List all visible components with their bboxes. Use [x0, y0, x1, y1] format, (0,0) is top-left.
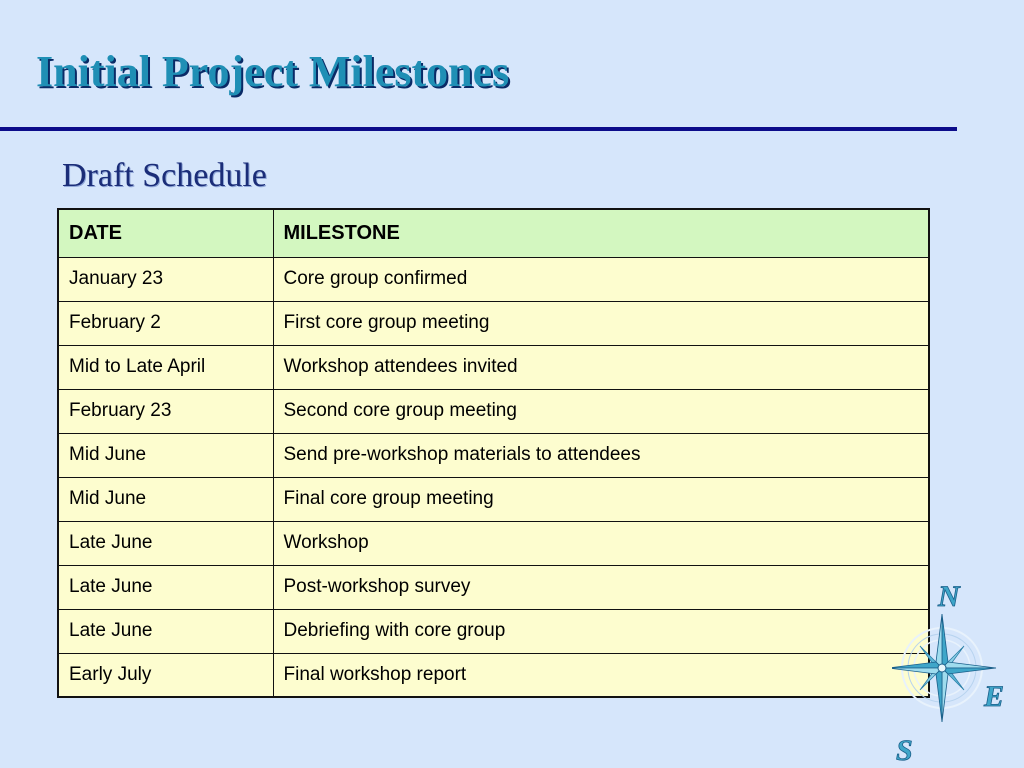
milestone-cell: Second core group meeting [273, 389, 929, 433]
table-row [58, 565, 929, 609]
date-column-header: DATE [58, 209, 273, 257]
milestone-cell: First core group meeting [273, 301, 929, 345]
title-divider [0, 127, 957, 131]
milestone-cell: Debriefing with core group [273, 609, 929, 653]
compass-east-letter: E [984, 680, 1005, 713]
date-cell: Mid June [58, 477, 273, 521]
date-cell: Late June [58, 521, 273, 565]
milestone-cell: Send pre-workshop materials to attendees [273, 433, 929, 477]
table-row [58, 257, 929, 301]
table-row [58, 389, 929, 433]
milestone-column-header: MILESTONE [273, 209, 929, 257]
date-cell: Mid June [58, 433, 273, 477]
milestone-cell: Workshop [273, 521, 929, 565]
date-cell: February 23 [58, 389, 273, 433]
date-cell: Late June [58, 609, 273, 653]
table-row [58, 609, 929, 653]
milestone-cell: Final workshop report [273, 653, 929, 697]
table-row [58, 521, 929, 565]
date-cell: January 23 [58, 257, 273, 301]
date-cell: Early July [58, 653, 273, 697]
date-cell: Mid to Late April [58, 345, 273, 389]
milestone-cell: Post-workshop survey [273, 565, 929, 609]
milestone-table [57, 208, 930, 698]
slide-subtitle: Draft Schedule [62, 157, 267, 194]
milestone-cell: Workshop attendees invited [273, 345, 929, 389]
milestone-cell: Final core group meeting [273, 477, 929, 521]
table-row [58, 345, 929, 389]
compass-south-letter: S [896, 734, 913, 767]
table-row [58, 477, 929, 521]
compass-north-letter: N [938, 580, 960, 613]
date-cell: February 2 [58, 301, 273, 345]
table-row [58, 433, 929, 477]
table-header-row [58, 209, 929, 257]
slide-title: Initial Project Milestones [36, 47, 510, 96]
milestone-cell: Core group confirmed [273, 257, 929, 301]
table-row [58, 301, 929, 345]
table-row [58, 653, 929, 697]
date-cell: Late June [58, 565, 273, 609]
compass-rose-icon [892, 576, 1024, 768]
